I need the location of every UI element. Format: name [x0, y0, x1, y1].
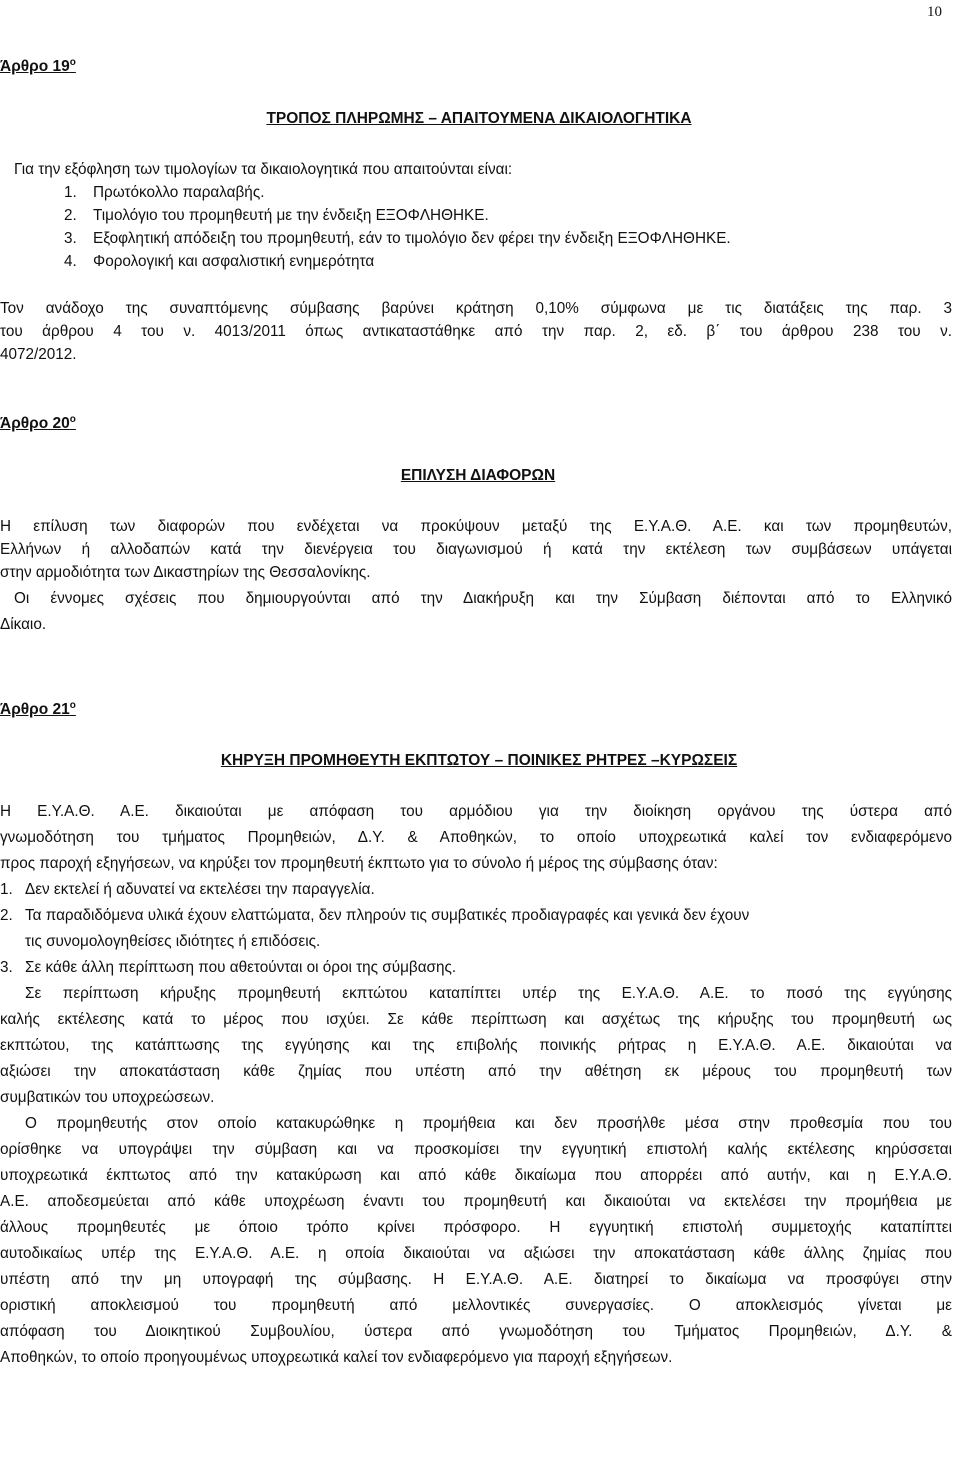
list-item [64, 184, 264, 202]
list-item-text: Εξοφλητική απόδειξη του προμηθευτή, εάν το τιμολόγιο δεν φέρει την ένδειξη ΕΞΟΦΛΗΘΗΚΕ. [93, 230, 731, 247]
article-label-text: Άρθρο 21 [0, 701, 70, 719]
paragraph-line: στην αρμοδιότητα των Δικαστηρίων της Θεσσαλονίκης. [0, 564, 371, 581]
list-item-number: 1. [0, 881, 13, 898]
paragraph-line: προς παροχή εξηγήσεων, να κηρύξει τον προμηθευτή έκπτωτο για το σύνολο ή μέρος της σύμβασης όταν: [0, 855, 718, 872]
paragraph-line: αξιώσει την αποκατάσταση κάθε ζημίας που υπέστη από την αθέτηση εκ μέρους του προμηθευτή των [0, 1063, 952, 1080]
paragraph-line: αυτοδικαίως υπέρ της Ε.Υ.Α.Θ. Α.Ε. η οποία δικαιούται να αξιώσει την αποκατάσταση κάθε άλλης ζημίας που [0, 1245, 952, 1262]
list-item-number: 3. [64, 230, 77, 247]
list-item [0, 907, 749, 925]
list-item-text: Τα παραδιδόμενα υλικά έχουν ελαττώματα, δεν πληρούν τις συμβατικές προδιαγραφές και γενικά δεν έχουν [25, 907, 750, 924]
list-item [0, 959, 456, 977]
list-item-text: Δεν εκτελεί ή αδυνατεί να εκτελέσει την παραγγελία. [25, 881, 375, 898]
list-item-number: 2. [64, 207, 77, 224]
paragraph-line: Η επίλυση των διαφορών που ενδέχεται να προκύψουν μεταξύ της Ε.Υ.Α.Θ. Α.Ε. και των προμηθευτών, [0, 518, 952, 535]
paragraph-line: Ο προμηθευτής στον οποίο κατακυρώθηκε η προμήθεια και δεν προσήλθε μέσα στην προθεσμία που του [25, 1115, 952, 1132]
article-19-label [0, 57, 76, 76]
article-21-heading: ΚΗΡΥΞΗ ΠΡΟΜΗΘΕΥΤΗ ΕΚΠΤΩΤΟΥ – ΠΟΙΝΙΚΕΣ ΡΗΤΡΕΣ –ΚΥΡΩΣΕΙΣ [220, 752, 738, 769]
list-item [64, 207, 489, 225]
paragraph-line: καλής εκτέλεσης κατά το μέρος που ισχύει. Σε κάθε περίπτωση και ασχέτως της κήρυξης του προμηθευτή ως [0, 1011, 952, 1028]
paragraph-line: συμβατικών του υποχρεώσεων. [0, 1089, 215, 1106]
paragraph-line: Αποθηκών, το οποίο προηγουμένως υποχρεωτικά καλεί τον ενδιαφερόμενο για παροχή εξηγήσεων. [0, 1349, 673, 1366]
paragraph-line: του άρθρου 4 του ν. 4013/2011 όπως αντικαταστάθηκε από την παρ. 2, εδ. β΄ του άρθρου 238 του ν. [0, 323, 952, 340]
list-item-number: 4. [64, 253, 77, 270]
list-item-text: Τιμολόγιο του προμηθευτή με την ένδειξη ΕΞΟΦΛΗΘΗΚΕ. [93, 207, 489, 224]
article-21-label [0, 700, 76, 719]
paragraph-line: Ελλήνων ή αλλοδαπών κατά την διενέργεια του διαγωνισμού ή κατά την εκτέλεση των συμβάσεων υπάγεται [0, 541, 952, 558]
page-number: 10 [927, 4, 942, 20]
article-20-label [0, 414, 76, 433]
paragraph-line: Η Ε.Υ.Α.Θ. Α.Ε. δικαιούται με απόφαση του αρμόδιου για την διοίκηση οργάνου της ύστερα από [0, 803, 952, 820]
article-20-heading: ΕΠΙΛΥΣΗ ΔΙΑΦΟΡΩΝ [400, 467, 556, 484]
paragraph-line: απόφαση του Διοικητικού Συμβουλίου, ύστερα από γνωμοδότηση του Τμήματος Προμηθειών, Δ.Υ. & [0, 1323, 952, 1340]
paragraph-line: γνωμοδότηση του τμήματος Προμηθειών, Δ.Υ. & Αποθηκών, το οποίο υποχρεωτικά καλεί τον ενδιαφερόμενο [0, 829, 952, 846]
article-ordinal-sup: ο [69, 700, 76, 711]
list-item [0, 881, 375, 899]
paragraph-line: Οι έννομες σχέσεις που δημιουργούνται από την Διακήρυξη και την Σύμβαση διέπονται από το Ελληνικό [14, 590, 952, 607]
paragraph-line: Σε περίπτωση κήρυξης προμηθευτή εκπτώτου καταπίπτει υπέρ της Ε.Υ.Α.Θ. Α.Ε. το ποσό της εγγύησης [25, 985, 952, 1002]
paragraph-line: Τον ανάδοχο της συναπτόμενης σύμβασης βαρύνει κράτηση 0,10% σύμφωνα με τις διατάξεις της παρ. 3 [0, 300, 952, 317]
list-item-text: τις συνομολογηθείσες ιδιότητες ή επιδόσεις. [25, 933, 321, 950]
article-ordinal-sup: ο [69, 57, 76, 68]
article-label-text: Άρθρο 19 [0, 58, 70, 76]
paragraph-line: Α.Ε. αποδεσμεύεται από κάθε υποχρέωση έναντι του προμηθευτή και δικαιούται να εκτελέσει την προμήθεια με [0, 1193, 952, 1210]
paragraph-line: οριστική αποκλεισμού του προμηθευτή από μελλοντικές συνεργασίες. Ο αποκλεισμός γίνεται με [0, 1297, 952, 1314]
paragraph-line: υπέστη από την μη υπογραφή της σύμβασης. Η Ε.Υ.Α.Θ. Α.Ε. διατηρεί το δικαίωμα να προσφύγει στην [0, 1271, 952, 1288]
list-item-number: 2. [0, 907, 13, 924]
list-item [64, 253, 374, 271]
article-19-heading: ΤΡΟΠΟΣ ΠΛΗΡΩΜΗΣ – ΑΠΑΙΤΟΥΜΕΝΑ ΔΙΚΑΙΟΛΟΓΗΤΙΚΑ [266, 110, 692, 127]
paragraph-line: υποχρεωτικά έκπτωτος από την κατακύρωση και από κάθε δικαίωμα που απορρέει από αυτήν, και η Ε.Υ.Α.Θ. [0, 1167, 952, 1184]
article-19-intro: Για την εξόφληση των τιμολογίων τα δικαιολογητικά που απαιτούνται είναι: [14, 161, 513, 178]
list-item [64, 230, 731, 248]
article-label-text: Άρθρο 20 [0, 415, 70, 433]
paragraph-line: άλλους προμηθευτές με όποιο τρόπο κρίνει πρόσφορο. Η εγγυητική επιστολή συμμετοχής καταπίπτει [0, 1219, 952, 1236]
list-item-number: 3. [0, 959, 13, 976]
list-item-text: Πρωτόκολλο παραλαβής. [93, 184, 265, 201]
list-item [0, 933, 320, 951]
paragraph-line: Δίκαιο. [0, 616, 47, 633]
paragraph-line: 4072/2012. [0, 346, 77, 363]
list-item-text: Φορολογική και ασφαλιστική ενημερότητα [93, 253, 375, 270]
paragraph-line: εκπτώτου, της κατάπτωσης της εγγύησης και της επιβολής ποινικής ρήτρας η Ε.Υ.Α.Θ. Α.Ε. δικαιούται να [0, 1037, 952, 1054]
list-item-number: 1. [64, 184, 77, 201]
list-item-text: Σε κάθε άλλη περίπτωση που αθετούνται οι όροι της σύμβασης. [25, 959, 457, 976]
paragraph-line: ορίσθηκε να υπογράψει την σύμβαση και να προσκομίσει την εγγυητική επιστολή καλής εκτέλεσης κηρύσσεται [0, 1141, 952, 1158]
article-ordinal-sup: ο [69, 414, 76, 425]
